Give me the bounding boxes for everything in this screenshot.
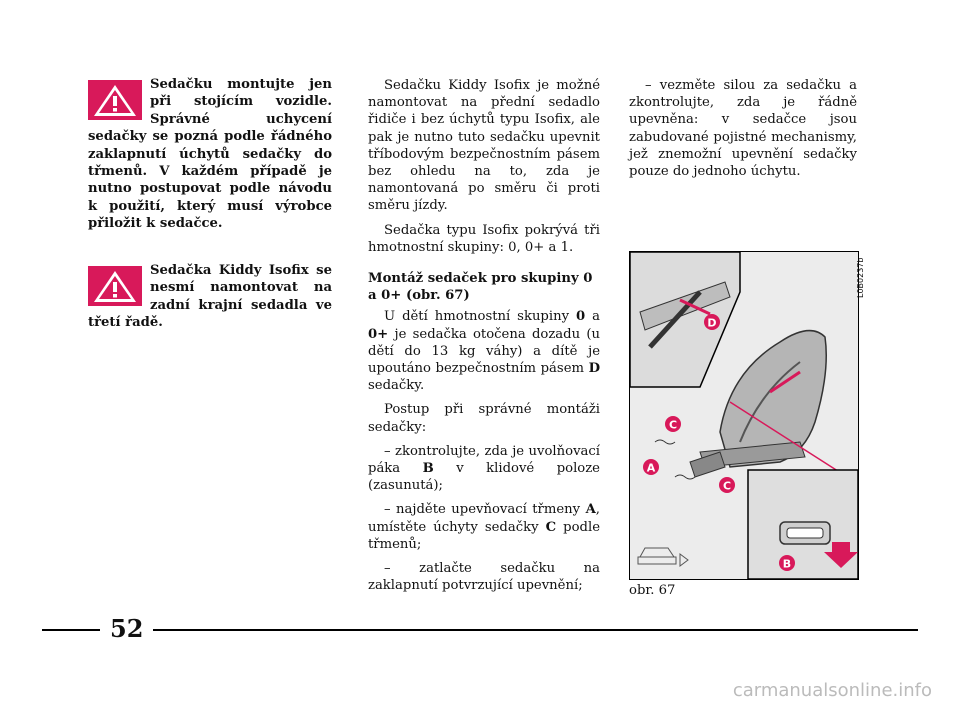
watermark-footer: carmanualsonline.info [732, 680, 932, 701]
svg-text:D: D [707, 316, 717, 330]
label-B [779, 555, 795, 571]
bold-run: C [545, 519, 557, 535]
middle-column [368, 77, 600, 601]
footer-rule-left [42, 629, 100, 631]
bold-run: A [585, 502, 596, 518]
warning-block-2 [88, 262, 332, 332]
paragraph: Sedačku Kiddy Isofix je možné namontovat na přední sedadlo řidiče i bez úchytů typu Isofix, ale pak je nutno tuto sedačku upevnit tříbodovým bezpečnostním pásem bez ohledu na to, zda je namontovaná po směru či proti směru jízdy. [368, 78, 600, 214]
svg-text:C: C [668, 418, 678, 432]
text-run: v klidové poloze (zasunutá); [368, 461, 600, 494]
page-number: 52 [110, 614, 144, 643]
figure-code: L0B0237b [856, 257, 865, 298]
bold-run: B [422, 461, 434, 477]
paragraph [368, 308, 600, 394]
section-heading: Montáž sedaček pro skupiny 0 a 0+ (obr. 67) [368, 271, 593, 304]
svg-text:C: C [722, 479, 732, 493]
bold-run: 0 [576, 309, 586, 325]
text-run: , umístěte úchyty sedačky [368, 502, 600, 535]
right-column [629, 77, 857, 187]
text-run: a [585, 309, 601, 325]
paragraph: Sedačka typu Isofix pokrývá tři hmotnostní skupiny: 0, 0+ a 1. [368, 222, 600, 255]
label-C [665, 416, 681, 432]
text-run: je sedačka otočena dozadu (u dětí do 13 kg váhy) a dítě je upoutáno bezpečnostním pásem [368, 326, 600, 377]
child-seat-illustration [630, 252, 858, 579]
figure-caption: obr. 67 [629, 583, 676, 598]
svg-text:B: B [782, 557, 792, 571]
paragraph: Postup při správné montáži sedačky: [368, 402, 600, 435]
warning-text-1: Sedačku montujte jen při stojícím vozidle. Správné uchycení sedačky se pozná podle řádného zaklapnutí úchytů sedačky do třmenů. V každém případě je nutno postupovat podle návodu k použití, který musí výrobce přiložit k sedačce. [88, 77, 332, 232]
label-A [643, 459, 659, 475]
paragraph: – vezměte silou za sedačku a zkontrolujte, zda je řádně upevněna: v sedačce jsou zabudované pojistné mechanismy, jež znemožní upevnění sedačky pouze do jednoho úchytu. [629, 78, 857, 180]
text-run: sedačky. [368, 378, 425, 394]
figure-67 [629, 251, 859, 580]
text-run: podle třmenů; [368, 519, 600, 552]
bold-run: D [588, 361, 600, 377]
warning-text-2: Sedačka Kiddy Isofix se nesmí namontovat na zadní krajní sedadla ve třetí řadě. [88, 263, 332, 331]
svg-text:A: A [646, 461, 656, 475]
paragraph [368, 443, 600, 495]
bold-run: 0+ [368, 326, 389, 342]
text-run: – najděte upevňovací třmeny [384, 502, 586, 518]
label-D [704, 314, 720, 330]
footer-rule-right [153, 629, 918, 631]
text-run: – zkontrolujte, zda je uvolňovací páka [368, 443, 600, 477]
warning-triangle-icon [88, 266, 142, 306]
paragraph: – zatlačte sedačku na zaklapnutí potvrzující upevnění; [368, 561, 600, 594]
label-C [719, 477, 735, 493]
warning-block-1 [88, 76, 332, 233]
text-run: U dětí hmotnostní skupiny [384, 309, 576, 325]
warning-triangle-icon [88, 80, 142, 120]
paragraph [368, 501, 600, 553]
